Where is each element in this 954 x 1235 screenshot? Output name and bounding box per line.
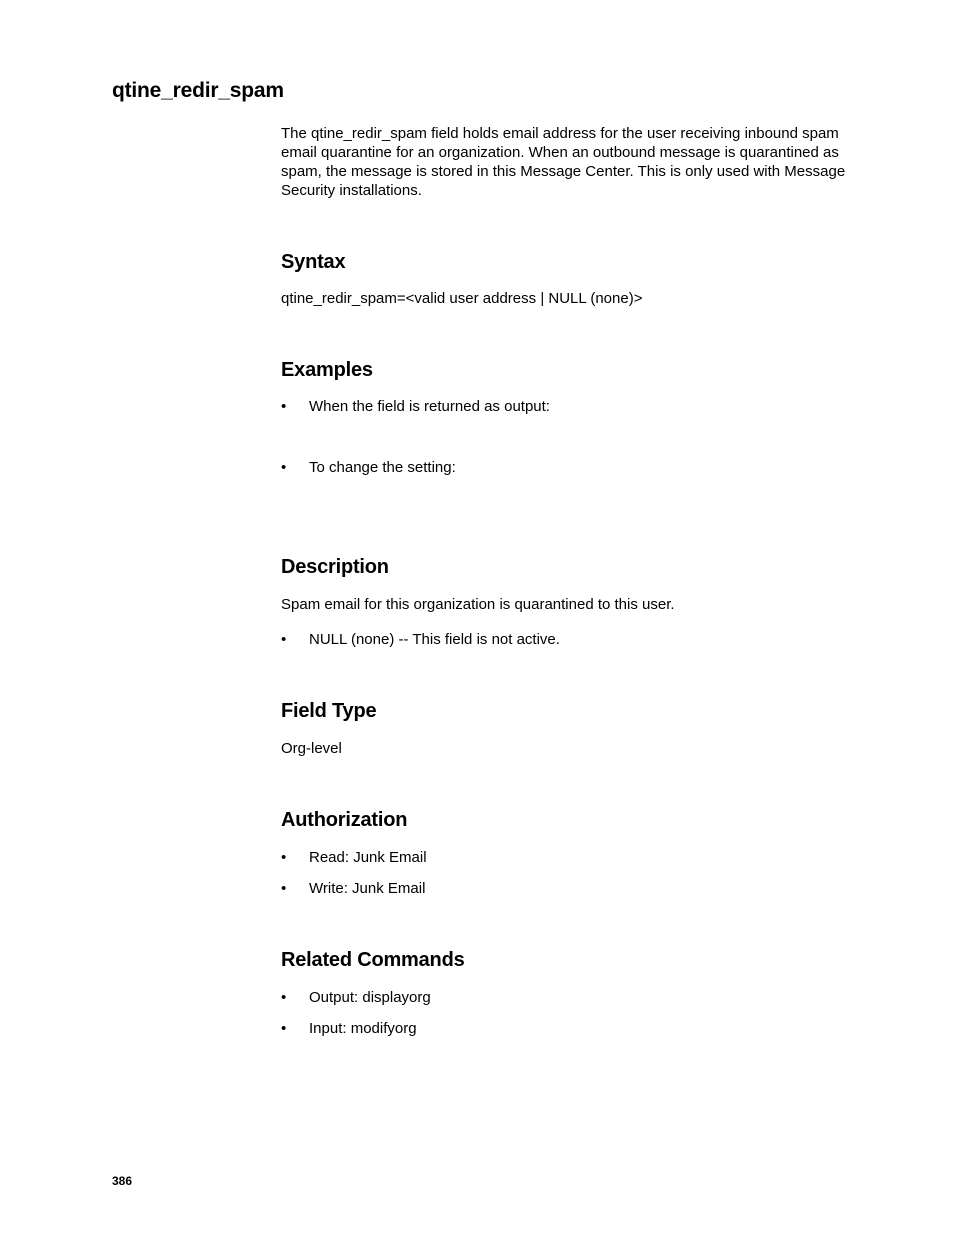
list-item — [281, 458, 856, 477]
related-commands-list — [281, 988, 856, 1038]
page-number: 386 — [112, 1174, 133, 1188]
bullet-icon: • — [281, 1020, 287, 1037]
description-list — [281, 630, 856, 649]
list-item-text: Write: Junk Email — [309, 880, 426, 897]
page-title: qtine_redir_spam — [112, 79, 284, 102]
list-item-text: When the field is returned as output: — [309, 398, 550, 415]
field-type-heading: Field Type — [281, 700, 377, 722]
field-type-text: Org-level — [281, 740, 342, 757]
list-item — [281, 1019, 856, 1038]
bullet-icon: • — [281, 989, 287, 1006]
list-item — [281, 848, 856, 867]
list-item-text: NULL (none) -- This field is not active. — [309, 631, 560, 648]
examples-list — [281, 397, 856, 477]
examples-heading: Examples — [281, 359, 373, 381]
main-content — [281, 124, 856, 1038]
description-heading: Description — [281, 556, 389, 578]
bullet-icon: • — [281, 398, 287, 415]
syntax-text: qtine_redir_spam=<valid user address | NULL (none)> — [281, 290, 643, 307]
description-text: Spam email for this organization is quarantined to this user. — [281, 596, 675, 613]
bullet-icon: • — [281, 849, 287, 866]
list-item-text: Output: displayorg — [309, 989, 431, 1006]
list-item-text: Read: Junk Email — [309, 849, 427, 866]
list-item — [281, 397, 856, 416]
list-item — [281, 630, 856, 649]
list-item — [281, 879, 856, 898]
syntax-heading: Syntax — [281, 251, 346, 273]
list-item-text: Input: modifyorg — [309, 1020, 417, 1037]
authorization-list — [281, 848, 856, 898]
intro-paragraph: The qtine_redir_spam field holds email address for the user receiving inbound spam email quarantine for an organization. When an outbound message is quarantined as spam, the message is stored in this Message Center. This is only used with Message Security installations. — [281, 125, 846, 199]
list-item-text: To change the setting: — [309, 459, 456, 476]
bullet-icon: • — [281, 880, 287, 897]
bullet-icon: • — [281, 459, 287, 476]
list-item — [281, 988, 856, 1007]
bullet-icon: • — [281, 631, 287, 648]
related-commands-heading: Related Commands — [281, 949, 465, 971]
authorization-heading: Authorization — [281, 809, 408, 831]
